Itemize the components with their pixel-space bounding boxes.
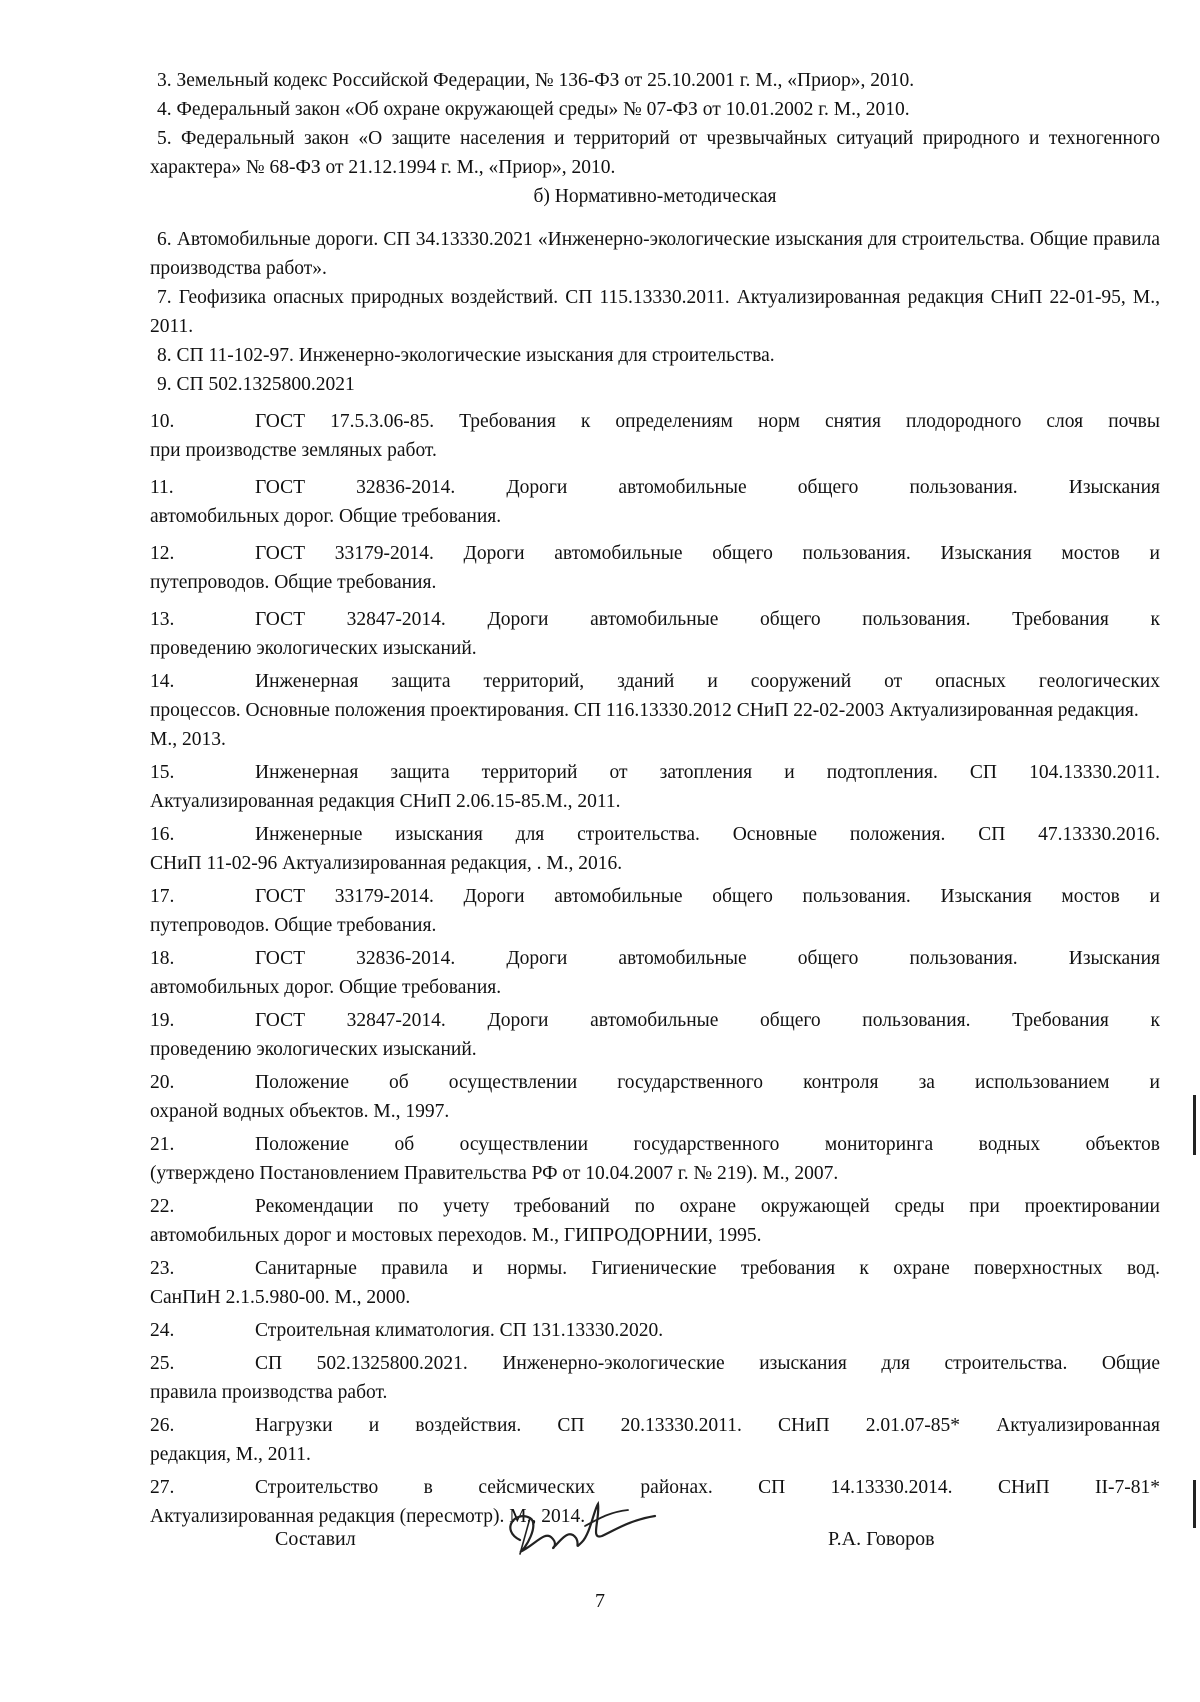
list-item: 13. ГОСТ 32847-2014. Дороги автомобильные общего пользования. Требования к проведению экологических изысканий. [150,609,1160,659]
list-item: 22. Рекомендации по учету требований по охране окружающей среды при проектировании автомобильных дорог и мостовых переходов. М., ГИПРОДОРНИИ, 1995. [150,1196,1160,1246]
list-item: 6. Автомобильные дороги. СП 34.13330.2021 «Инженерно-экологические изыскания для строительства. Общие правила производства работ». [150,229,1160,279]
list-item: 12. ГОСТ 33179-2014. Дороги автомобильные общего пользования. Изыскания мостов и путепроводов. Общие требования. [150,543,1160,593]
list-item: 25. СП 502.1325800.2021. Инженерно-экологические изыскания для строительства. Общие правила производства работ. [150,1353,1160,1403]
signer-name: Р.А. Говоров [828,1528,935,1550]
signature-label: Составил [275,1528,356,1550]
list-item: 26. Нагрузки и воздействия. СП 20.13330.2011. СНиП 2.01.07-85* Актуализированная редакция, М., 2011. [150,1415,1160,1465]
section-title: б) Нормативно-методическая [533,186,777,207]
list-item: 18. ГОСТ 32836-2014. Дороги автомобильные общего пользования. Изыскания автомобильных дорог. Общие требования. [150,948,1160,998]
list-item: 16. Инженерные изыскания для строительства. Основные положения. СП 47.13330.2016. СНиП 11-02-96 Актуализированная редакция, . М., 2016. [150,824,1160,874]
list-item: 3. Земельный кодекс Российской Федерации, № 136-ФЗ от 25.10.2001 г. М., «Приор», 2010. [157,70,915,91]
list-item: 20. Положение об осуществлении государственного контроля за использованием и охраной водных объектов. М., 1997. [150,1072,1160,1122]
page-number: 7 [595,1590,605,1612]
list-item: 4. Федеральный закон «Об охране окружающей среды» № 07-ФЗ от 10.01.2002 г. М., 2010. [157,99,910,120]
list-item: 15. Инженерная защита территорий от затопления и подтопления. СП 104.13330.2011. Актуализированная редакция СНиП 2.06.15-85.М., 2011. [150,762,1160,812]
list-item: 11. ГОСТ 32836-2014. Дороги автомобильные общего пользования. Изыскания автомобильных дорог. Общие требования. [150,477,1160,527]
list-item: 14. Инженерная защита территорий, зданий и сооружений от опасных геологических процессов. Основные положения проектирования. СП 116.13330.2012 СНиП 22-02-2003 Актуализированная редакция. М., 2013. [150,671,1160,750]
list-item: 21. Положение об осуществлении государственного мониторинга водных объектов (утверждено Постановлением Правительства РФ от 10.04.2007 г. № 219). М., 2007. [150,1134,1160,1184]
list-item: 24. Строительная климатология. СП 131.13330.2020. [150,1320,664,1341]
list-item: 8. СП 11-102-97. Инженерно-экологические изыскания для строительства. [157,345,775,366]
list-item: 7. Геофизика опасных природных воздействий. СП 115.13330.2011. Актуализированная редакция СНиП 22-01-95, М., 2011. [150,287,1160,337]
list-item: 5. Федеральный закон «О защите населения и территорий от чрезвычайных ситуаций природного и техногенного характера» № 68-ФЗ от 21.12.1994 г. М., «Приор», 2010. [150,128,1161,178]
list-item: 23. Санитарные правила и нормы. Гигиенические требования к охране поверхностных вод. СанПиН 2.1.5.980-00. М., 2000. [150,1258,1160,1308]
list-item: 19. ГОСТ 32847-2014. Дороги автомобильные общего пользования. Требования к проведению экологических изысканий. [150,1010,1160,1060]
scan-edge-mark [1193,1095,1196,1155]
list-item: 17. ГОСТ 33179-2014. Дороги автомобильные общего пользования. Изыскания мостов и путепроводов. Общие требования. [150,886,1160,936]
list-item: 27. Строительство в сейсмических районах. СП 14.13330.2014. СНиП II-7-81* Актуализированная редакция (пересмотр). М., 2014. [150,1477,1160,1527]
list-item: 9. СП 502.1325800.2021 [157,374,355,395]
reference-list [150,66,1160,1531]
list-item: 10. ГОСТ 17.5.3.06-85. Требования к определениям норм снятия плодородного слоя почвы при производстве земляных работ. [150,411,1160,461]
handwritten-signature [490,1490,660,1570]
scan-edge-mark [1193,1480,1196,1528]
